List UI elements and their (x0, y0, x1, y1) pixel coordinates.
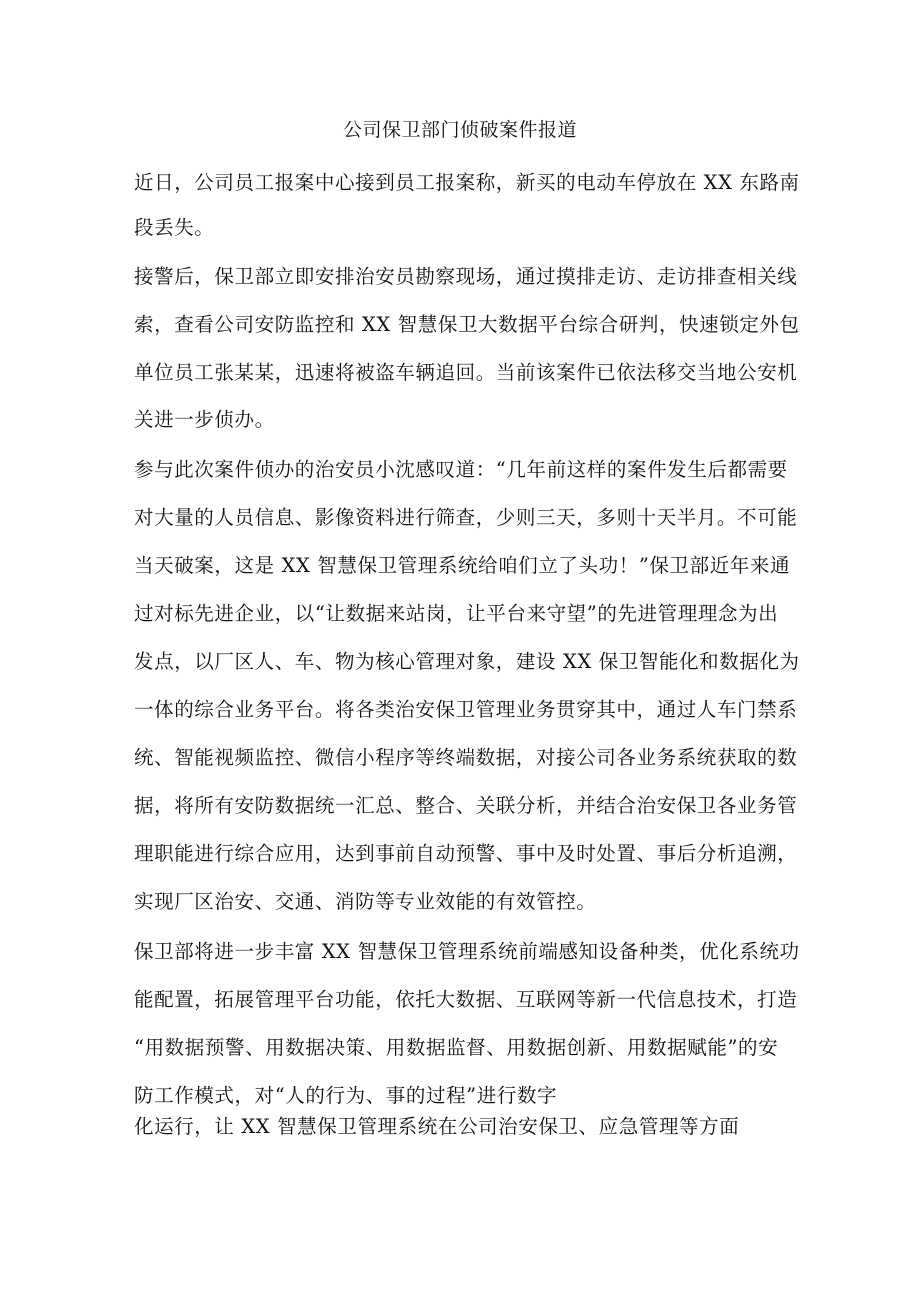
text-line: 一体的综合业务平台。将各类治安保卫管理业务贯穿其中，通过人车门禁系 (134, 698, 798, 721)
text-line: 保卫部将进一步丰富 XX 智慧保卫管理系统前端感知设备种类，优化系统功 (134, 940, 800, 963)
text-line: 索，查看公司安防监控和 XX 智慧保卫大数据平台综合研判，快速锁定外包 (134, 313, 800, 336)
text-line: 段丢失。 (134, 216, 215, 239)
text-line: 近日，公司员工报案中心接到员工报案称，新买的电动车停放在 XX 东路南 (134, 171, 800, 194)
text-line: 理职能进行综合应用，达到事前自动预警、事中及时处置、事后分析追溯， (134, 842, 798, 865)
text-line: 过对标先进企业，以“让数据来站岗，让平台来守望”的先进管理理念为出 (134, 602, 779, 625)
text-line: 当天破案，这是 XX 智慧保卫管理系统给咱们立了头功！”保卫部近年来通 (134, 554, 791, 577)
text-line: 实现厂区治安、交通、消防等专业效能的有效管控。 (134, 890, 597, 913)
text-line: 防工作模式，对“人的行为、事的过程”进行数字 (134, 1084, 558, 1107)
text-line: 统、智能视频监控、微信小程序等终端数据，对接公司各业务系统获取的数 (134, 746, 798, 769)
text-line: 能配置，拓展管理平台功能，依托大数据、互联网等新一代信息技术，打造 (134, 988, 798, 1011)
text-line: 化运行，让 XX 智慧保卫管理系统在公司治安保卫、应急管理等方面 (134, 1115, 740, 1138)
text-line: 据，将所有安防数据统一汇总、整合、关联分析，并结合治安保卫各业务管 (134, 794, 798, 817)
text-line: “用数据预警、用数据决策、用数据监督、用数据创新、用数据赋能”的安 (134, 1036, 779, 1059)
text-line: 接警后，保卫部立即安排治安员勘察现场，通过摸排走访、走访排查相关线 (134, 265, 798, 288)
text-line: 关进一步侦办。 (134, 408, 275, 431)
document-title: 公司保卫部门侦破案件报道 (342, 119, 577, 141)
text-line: 单位员工张某某，迅速将被盗车辆追回。当前该案件已依法移交当地公安机 (134, 361, 798, 384)
text-line: 发点，以厂区人、车、物为核心管理对象，建设 XX 保卫智能化和数据化为 (134, 650, 800, 673)
text-line: 对大量的人员信息、影像资料进行筛查，少则三天，多则十天半月。不可能 (134, 506, 798, 529)
text-line: 参与此次案件侦办的治安员小沈感叹道：“几年前这样的案件发生后都需要 (134, 458, 788, 481)
